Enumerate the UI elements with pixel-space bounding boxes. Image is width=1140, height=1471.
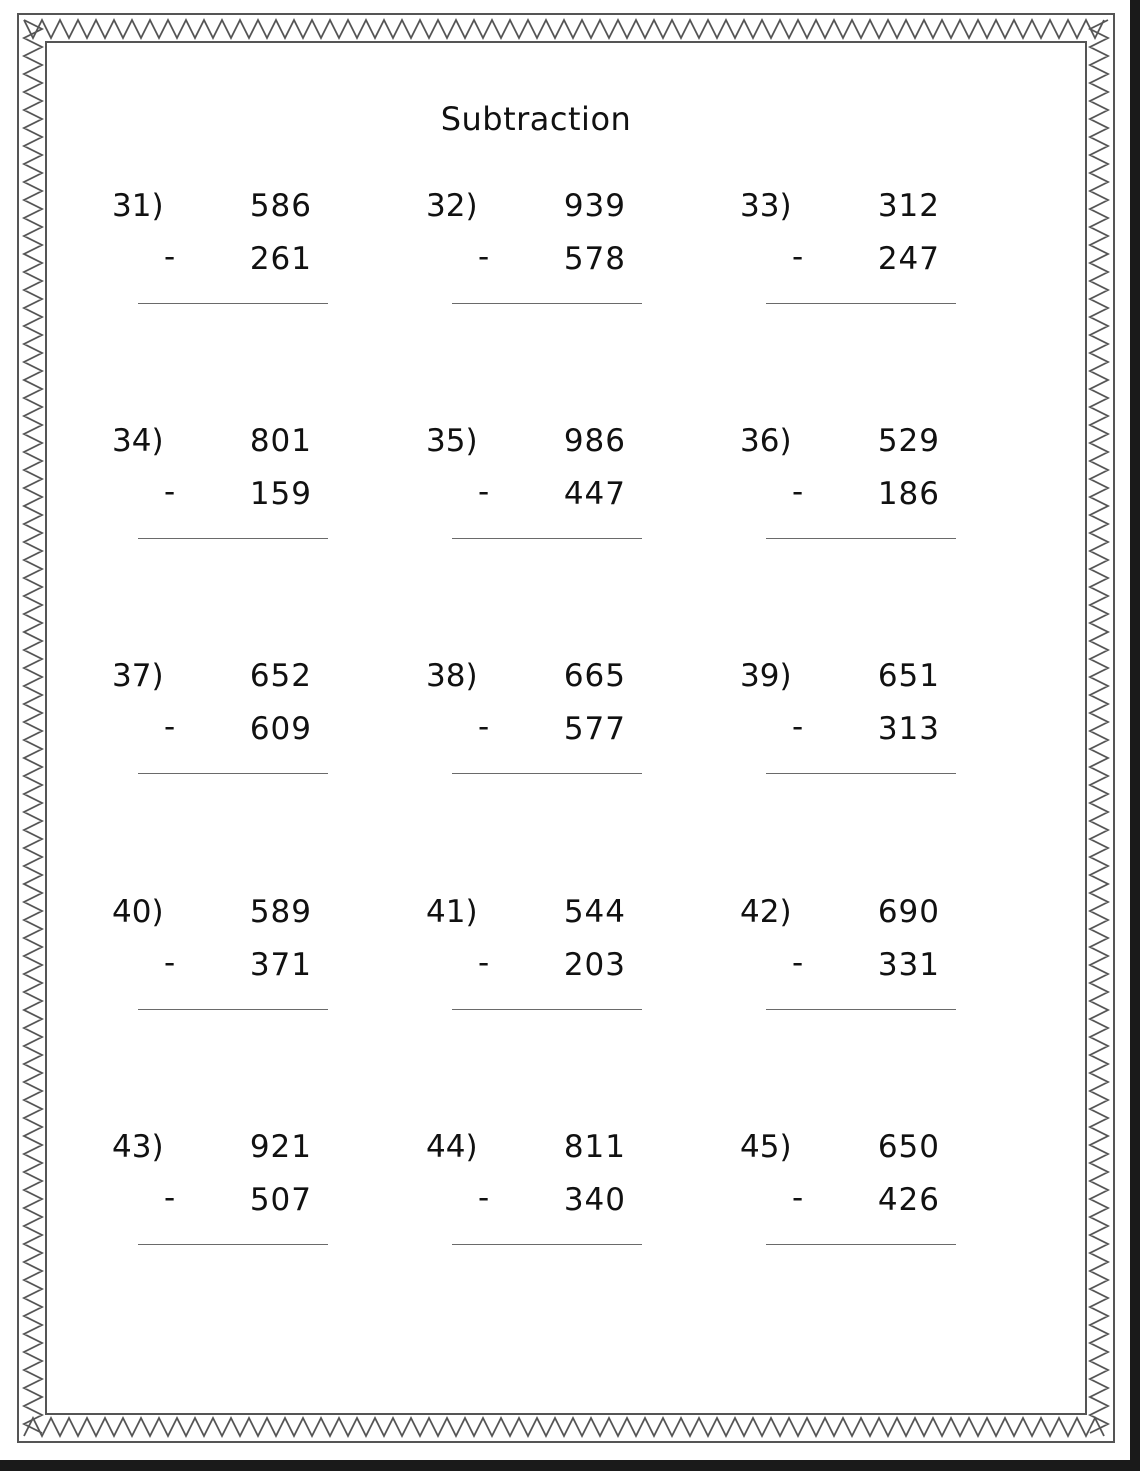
minuend: 650: [877, 1129, 940, 1165]
subtrahend: 578: [563, 241, 626, 277]
answer-line: [138, 1009, 328, 1010]
minus-sign: -: [478, 945, 490, 981]
subtrahend: 609: [249, 711, 312, 747]
answer-line: [766, 773, 956, 774]
problem-32: [426, 188, 646, 308]
answer-line: [138, 1244, 328, 1245]
subtrahend: 577: [563, 711, 626, 747]
minus-sign: -: [164, 709, 176, 745]
problem-number: 32): [426, 188, 478, 224]
minus-sign: -: [478, 239, 490, 275]
answer-line: [452, 773, 642, 774]
subtrahend: 247: [877, 241, 940, 277]
problem-38: [426, 658, 646, 778]
minuend: 986: [563, 423, 626, 459]
minuend: 665: [563, 658, 626, 694]
minuend: 312: [877, 188, 940, 224]
problem-number: 35): [426, 423, 478, 459]
answer-line: [766, 1244, 956, 1245]
problem-number: 31): [112, 188, 164, 224]
problem-37: [112, 658, 332, 778]
problem-45: [740, 1129, 960, 1249]
problem-number: 43): [112, 1129, 164, 1165]
minus-sign: -: [792, 239, 804, 275]
minuend: 529: [877, 423, 940, 459]
answer-line: [138, 538, 328, 539]
minus-sign: -: [792, 474, 804, 510]
minuend: 690: [877, 894, 940, 930]
minuend: 651: [877, 658, 940, 694]
problem-number: 44): [426, 1129, 478, 1165]
problem-42: [740, 894, 960, 1014]
subtrahend: 186: [877, 476, 940, 512]
minuend: 586: [249, 188, 312, 224]
answer-line: [452, 1244, 642, 1245]
problem-number: 45): [740, 1129, 792, 1165]
minus-sign: -: [792, 945, 804, 981]
answer-line: [452, 1009, 642, 1010]
problem-number: 38): [426, 658, 478, 694]
problem-number: 37): [112, 658, 164, 694]
answer-line: [452, 538, 642, 539]
problem-number: 36): [740, 423, 792, 459]
minus-sign: -: [164, 474, 176, 510]
answer-line: [138, 303, 328, 304]
minuend: 801: [249, 423, 312, 459]
subtrahend: 203: [563, 947, 626, 983]
minus-sign: -: [478, 474, 490, 510]
problem-number: 42): [740, 894, 792, 930]
subtrahend: 331: [877, 947, 940, 983]
problem-35: [426, 423, 646, 543]
problem-41: [426, 894, 646, 1014]
problem-number: 39): [740, 658, 792, 694]
zigzag-left: [24, 20, 42, 1433]
minuend: 589: [249, 894, 312, 930]
zigzag-right: [1090, 20, 1108, 1433]
minus-sign: -: [478, 709, 490, 745]
minus-sign: -: [478, 1180, 490, 1216]
problem-31: [112, 188, 332, 308]
subtrahend: 371: [249, 947, 312, 983]
zigzag-top: [24, 20, 1104, 38]
subtrahend: 426: [877, 1182, 940, 1218]
problem-number: 40): [112, 894, 164, 930]
problem-33: [740, 188, 960, 308]
answer-line: [766, 303, 956, 304]
problem-36: [740, 423, 960, 543]
answer-line: [766, 1009, 956, 1010]
minus-sign: -: [792, 1180, 804, 1216]
minus-sign: -: [792, 709, 804, 745]
minus-sign: -: [164, 1180, 176, 1216]
minus-sign: -: [164, 945, 176, 981]
subtrahend: 507: [249, 1182, 312, 1218]
problem-34: [112, 423, 332, 543]
minuend: 939: [563, 188, 626, 224]
subtrahend: 313: [877, 711, 940, 747]
subtrahend: 159: [249, 476, 312, 512]
problem-number: 34): [112, 423, 164, 459]
answer-line: [766, 538, 956, 539]
minuend: 652: [249, 658, 312, 694]
problem-39: [740, 658, 960, 778]
problem-number: 41): [426, 894, 478, 930]
problem-43: [112, 1129, 332, 1249]
worksheet-title: Subtraction: [440, 100, 632, 138]
minuend: 921: [249, 1129, 312, 1165]
minuend: 811: [563, 1129, 626, 1165]
answer-line: [452, 303, 642, 304]
problem-40: [112, 894, 332, 1014]
minus-sign: -: [164, 239, 176, 275]
answer-line: [138, 773, 328, 774]
problem-number: 33): [740, 188, 792, 224]
subtrahend: 340: [563, 1182, 626, 1218]
problem-44: [426, 1129, 646, 1249]
subtrahend: 261: [249, 241, 312, 277]
zigzag-bottom: [24, 1418, 1104, 1436]
minuend: 544: [563, 894, 626, 930]
subtrahend: 447: [563, 476, 626, 512]
